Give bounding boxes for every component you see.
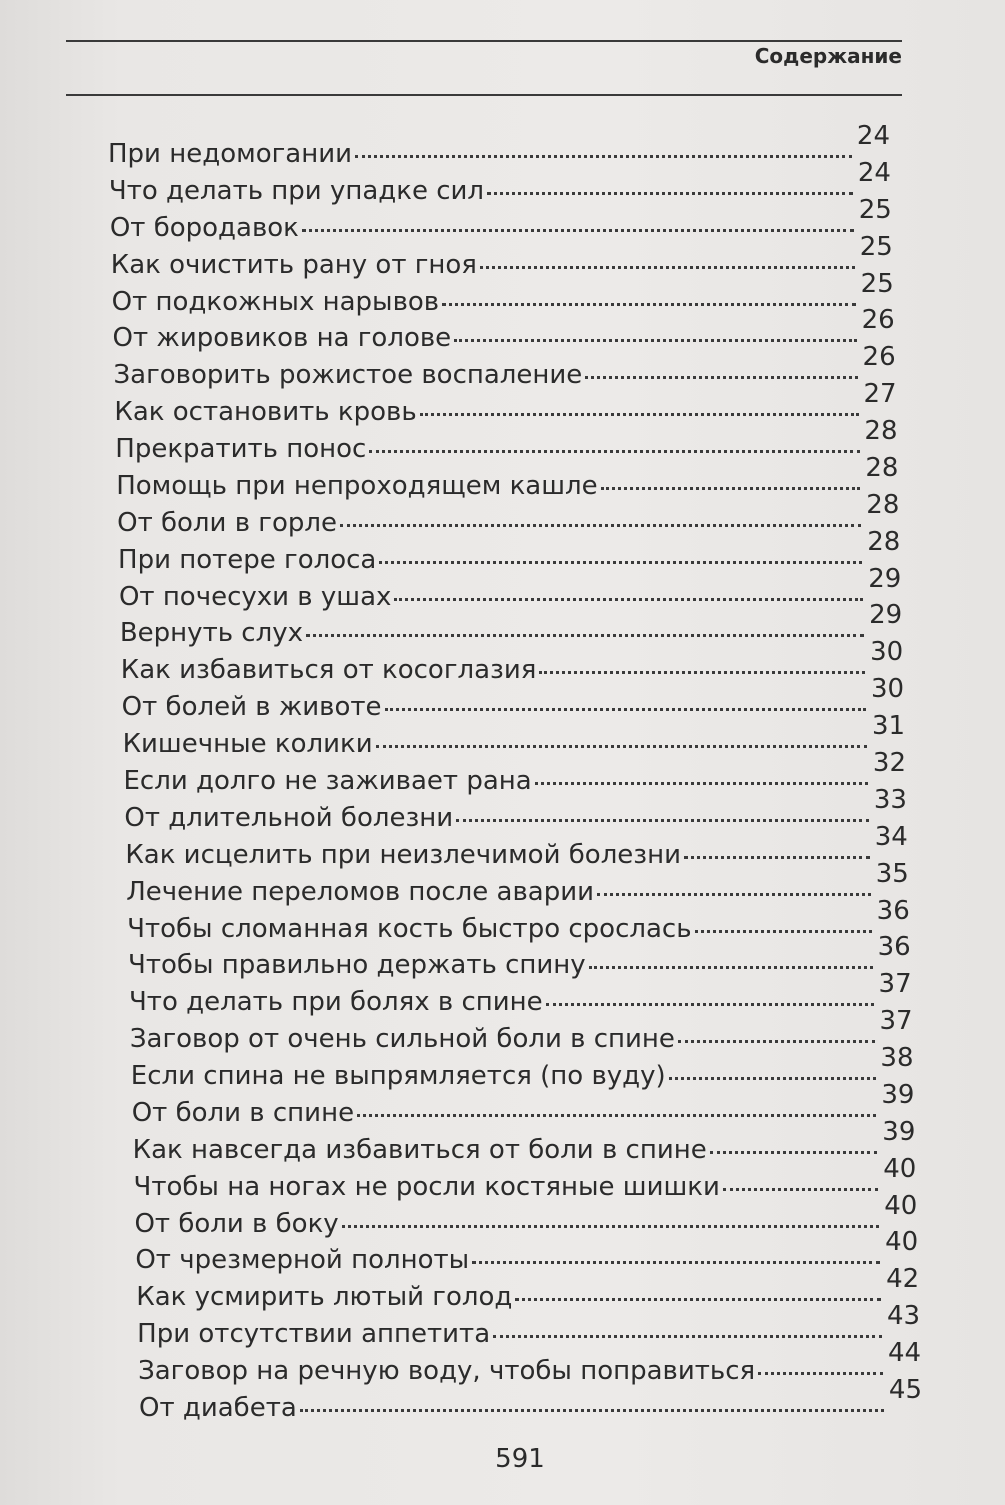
toc-entry: [135, 1227, 919, 1276]
toc-dot-leader: [340, 524, 861, 527]
toc-entry: [132, 1116, 916, 1166]
toc-dot-leader: [535, 782, 868, 785]
toc-entry-page: 43: [887, 1301, 921, 1332]
toc-dot-leader: [480, 266, 855, 269]
toc-entry-title: Как очистить рану от гноя: [110, 249, 477, 280]
toc-entry: [128, 969, 912, 1018]
toc-entry: [131, 1079, 915, 1129]
toc-entry: [110, 231, 893, 281]
toc-entry-page: 39: [881, 1079, 915, 1110]
toc-entry: [111, 268, 894, 318]
toc-entry-title: Заговорить рожистое воспаление: [113, 360, 583, 391]
toc-dot-leader: [515, 1298, 881, 1301]
toc-entry-title: Заговор от очень сильной боли в спине: [129, 1024, 675, 1055]
toc-entry-title: От боли в боку: [134, 1208, 339, 1239]
toc-entry: [117, 489, 900, 539]
toc-entry-page: 24: [856, 121, 890, 151]
toc-entry: [134, 1190, 918, 1240]
toc-entry: [127, 895, 910, 945]
toc-dot-leader: [394, 598, 863, 601]
toc-entry-title: Если спина не выпрямляется (по вуду): [130, 1061, 666, 1092]
toc-entry: [118, 563, 902, 613]
toc-entry-title: Чтобы правильно держать спину: [128, 950, 586, 981]
toc-entry: [116, 452, 899, 502]
toc-entry-page: 40: [883, 1153, 917, 1184]
toc-entry-page: 39: [882, 1116, 916, 1147]
toc-entry: [136, 1264, 920, 1313]
toc-entry-title: Что делать при болях в спине: [128, 987, 543, 1018]
toc-entry-page: 25: [860, 268, 894, 299]
toc-dot-leader: [487, 192, 853, 195]
toc-dot-leader: [379, 561, 862, 564]
toc-entry-page: 25: [858, 194, 892, 225]
toc-dot-leader: [442, 303, 856, 306]
toc-entry: [119, 600, 903, 649]
toc-dot-leader: [493, 1335, 882, 1338]
toc-entry-title: Прекратить понос: [115, 434, 367, 465]
toc-dot-leader: [684, 856, 870, 859]
toc-entry: [133, 1153, 917, 1203]
toc-entry: [122, 711, 906, 760]
toc-dot-leader: [306, 634, 864, 637]
toc-entry: [123, 748, 907, 797]
toc-entry: [128, 932, 911, 981]
toc-entry-title: От бородавок: [109, 212, 299, 243]
toc-entry-page: 34: [874, 821, 908, 852]
toc-entry-page: 29: [869, 600, 903, 631]
toc-entry-title: При недомогании: [108, 139, 353, 169]
toc-dot-leader: [300, 1409, 884, 1412]
page-number: 591: [495, 1444, 545, 1474]
toc-entry: [139, 1375, 922, 1424]
toc-entry-title: Чтобы на ногах не росли костяные шишки: [133, 1171, 720, 1202]
toc-entry-title: От диабета: [139, 1393, 297, 1423]
toc-entry-page: 42: [886, 1264, 920, 1295]
toc-dot-leader: [454, 339, 857, 342]
toc-entry: [115, 416, 898, 465]
toc-entry: [112, 305, 895, 354]
toc-entry-title: Вернуть слух: [119, 618, 303, 649]
toc-entry: [118, 526, 901, 576]
toc-entry-title: От боли в спине: [131, 1097, 355, 1128]
toc-entry-page: 37: [878, 969, 912, 1000]
toc-entry: [129, 1006, 913, 1055]
toc-entry: [125, 821, 908, 871]
toc-entry-title: При отсутствии аппетита: [137, 1319, 491, 1350]
toc-dot-leader: [302, 229, 854, 232]
toc-entry: [120, 637, 904, 686]
toc-dot-leader: [376, 745, 867, 748]
toc-entry-page: 36: [877, 932, 911, 963]
toc-entry: [124, 784, 907, 834]
toc-entry-page: 28: [865, 452, 899, 483]
toc-dot-leader: [472, 1261, 880, 1264]
toc-entry-page: 28: [866, 489, 900, 520]
toc-dot-leader: [539, 671, 865, 674]
toc-entry: [126, 858, 909, 908]
toc-entry-page: 25: [859, 231, 893, 262]
toc-dot-leader: [723, 1188, 878, 1191]
toc-entry-page: 35: [875, 858, 909, 889]
running-header-title: Содержание: [754, 44, 902, 68]
toc-entry: [108, 121, 890, 170]
toc-entry-title: От чрезмерной полноты: [135, 1245, 470, 1276]
toc-entry-page: 26: [862, 342, 896, 373]
toc-entry-title: Что делать при упадке сил: [108, 175, 485, 206]
toc-dot-leader: [710, 1151, 878, 1154]
toc-entry: [138, 1338, 922, 1387]
toc-entry-page: 45: [888, 1375, 922, 1405]
toc-entry-page: 32: [872, 748, 906, 778]
toc-entry-page: 30: [870, 637, 904, 668]
toc-entry: [121, 674, 905, 723]
toc-entry-title: Заговор на речную воду, чтобы поправиться: [138, 1356, 756, 1387]
toc-entry-title: Как навсегда избавиться от боли в спине: [132, 1134, 707, 1165]
toc-dot-leader: [355, 155, 852, 158]
toc-dot-leader: [420, 413, 859, 416]
toc-entry-title: Чтобы сломанная кость быстро срослась: [127, 913, 692, 944]
toc-entry-page: 30: [871, 674, 905, 705]
toc-entry-page: 29: [868, 563, 902, 594]
toc-entry-page: 26: [861, 305, 895, 336]
toc-entry-page: 33: [873, 784, 907, 815]
toc-entry-title: Как усмирить лютый голод: [136, 1282, 513, 1313]
toc-entry: [130, 1043, 914, 1092]
toc-entry: [137, 1301, 921, 1350]
toc-entry-title: От подкожных нарывов: [111, 286, 440, 317]
toc-entry: [109, 194, 892, 244]
toc-entry-page: 37: [879, 1006, 913, 1037]
toc-entry-page: 44: [887, 1338, 922, 1369]
toc-entry-title: Как остановить кровь: [114, 397, 417, 428]
toc-entry-title: Помощь при непроходящем кашле: [116, 470, 598, 501]
toc-entry-title: Как избавиться от косоглазия: [120, 655, 537, 686]
toc-entry-page: 40: [884, 1190, 918, 1221]
toc-entry-title: От болей в животе: [121, 692, 382, 723]
toc-dot-leader: [357, 1114, 876, 1117]
toc-entry-title: Если долго не заживает рана: [123, 766, 532, 796]
toc-entry-page: 27: [863, 379, 897, 410]
toc-dot-leader: [678, 1040, 875, 1043]
toc-entry-title: От длительной болезни: [124, 802, 454, 833]
toc-dot-leader: [597, 893, 871, 896]
toc-entry: [108, 157, 891, 207]
toc-entry-page: 36: [876, 895, 910, 926]
toc-entry-title: От боли в горле: [117, 507, 337, 538]
toc-entry-page: 24: [857, 157, 891, 188]
toc-dot-leader: [342, 1225, 880, 1228]
toc-dot-leader: [669, 1077, 876, 1080]
toc-entry: [113, 342, 896, 391]
toc-entry-page: 40: [885, 1227, 919, 1258]
toc-dot-leader: [585, 376, 857, 379]
toc-entry-title: Лечение переломов после аварии: [126, 876, 594, 907]
toc-entry-page: 31: [871, 711, 906, 742]
toc-dot-leader: [456, 819, 869, 822]
toc-dot-leader: [758, 1372, 883, 1375]
toc-entry-title: Как исцелить при неизлечимой болезни: [125, 839, 682, 870]
toc-entry-title: Кишечные колики: [122, 729, 373, 760]
toc-entry-title: От жировиков на голове: [112, 323, 452, 354]
toc-dot-leader: [385, 708, 867, 711]
toc-dot-leader: [369, 450, 859, 453]
toc-dot-leader: [601, 487, 861, 490]
toc-entry-title: От почесухи в ушах: [118, 581, 392, 612]
toc-dot-leader: [589, 966, 873, 969]
toc-entry-title: При потере голоса: [118, 544, 377, 575]
toc-dot-leader: [546, 1003, 874, 1006]
toc-entry-page: 28: [864, 416, 898, 447]
toc-entry-page: 38: [880, 1043, 914, 1074]
toc-entry: [114, 379, 897, 428]
toc-dot-leader: [695, 930, 872, 933]
toc-entry-page: 28: [867, 526, 901, 557]
